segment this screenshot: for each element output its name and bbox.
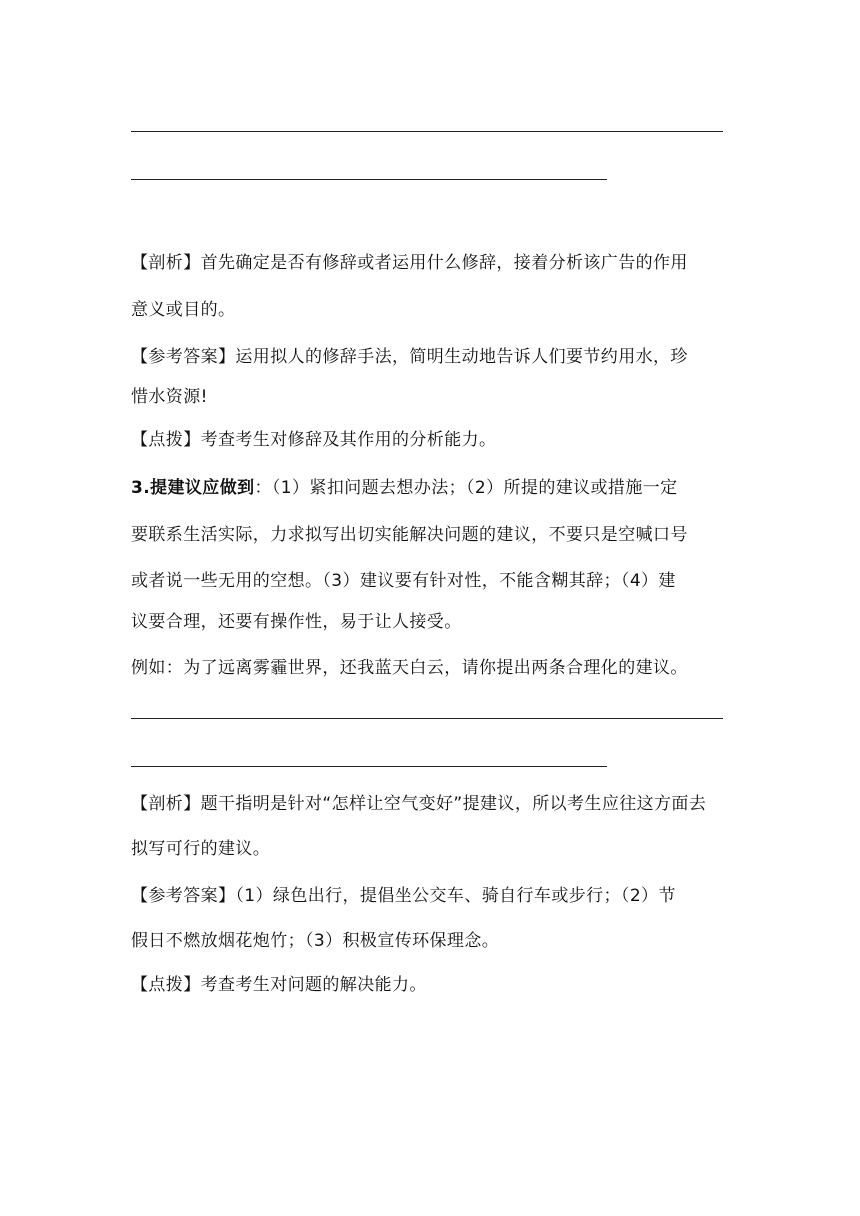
analysis-paragraph-line <box>131 251 731 275</box>
section-paragraph-line <box>131 476 731 500</box>
answer-paragraph-line <box>131 884 731 908</box>
section-text: ：（1）紧扣问题去想办法；（2）所提的建议或措施一定 <box>254 478 678 498</box>
tip-label: 【点拨】 <box>131 430 201 450</box>
answer-text: 假日不燃放烟花炮竹；（3）积极宣传环保理念。 <box>131 931 500 951</box>
answer-blank-line <box>131 131 723 132</box>
section-number: 3. <box>131 478 151 498</box>
answer-paragraph-line <box>131 929 731 953</box>
analysis-text: 意义或目的。 <box>131 300 236 320</box>
section-heading: 提建议应做到 <box>150 478 255 498</box>
analysis-paragraph-line <box>131 298 731 322</box>
answer-label: 【参考答案】 <box>131 886 236 906</box>
answer-paragraph-line <box>131 345 731 369</box>
tip-paragraph-line <box>131 973 731 997</box>
answer-text: 惜水资源! <box>131 387 208 407</box>
tip-text: 考查考生对问题的解决能力。 <box>200 975 427 995</box>
section-paragraph-line <box>131 569 731 593</box>
section-paragraph-line <box>131 610 731 634</box>
analysis-text: 题干指明是针对“怎样让空气变好”提建议，所以考生应往这方面去 <box>200 794 707 814</box>
section-text: 或者说一些无用的空想。（3）建议要有针对性，不能含糊其辞；（4）建 <box>131 571 676 591</box>
analysis-label: 【剖析】 <box>131 253 201 273</box>
analysis-label: 【剖析】 <box>131 794 201 814</box>
answer-text: 运用拟人的修辞手法，简明生动地告诉人们要节约用水，珍 <box>235 347 688 367</box>
section-text: 要联系生活实际，力求拟写出切实能解决问题的建议，不要只是空喊口号 <box>131 525 688 545</box>
example-paragraph-line <box>131 656 731 680</box>
analysis-text: 首先确定是否有修辞或者运用什么修辞，接着分析该广告的作用 <box>200 253 688 273</box>
analysis-text: 拟写可行的建议。 <box>131 839 271 859</box>
section-text: 议要合理，还要有操作性，易于让人接受。 <box>131 612 462 632</box>
answer-paragraph-line <box>131 385 731 409</box>
analysis-paragraph-line <box>131 792 731 816</box>
tip-label: 【点拨】 <box>131 975 201 995</box>
section-paragraph-line <box>131 523 731 547</box>
answer-text: （1）绿色出行，提倡坐公交车、骑自行车或步行；（2）节 <box>235 886 676 906</box>
analysis-paragraph-line <box>131 837 731 861</box>
tip-paragraph-line <box>131 428 731 452</box>
answer-blank-line <box>131 179 607 180</box>
answer-blank-line <box>131 766 607 767</box>
example-text: 例如：为了远离雾霾世界，还我蓝天白云，请你提出两条合理化的建议。 <box>131 658 688 678</box>
answer-blank-line <box>131 718 723 719</box>
answer-label: 【参考答案】 <box>131 347 236 367</box>
tip-text: 考查考生对修辞及其作用的分析能力。 <box>200 430 497 450</box>
